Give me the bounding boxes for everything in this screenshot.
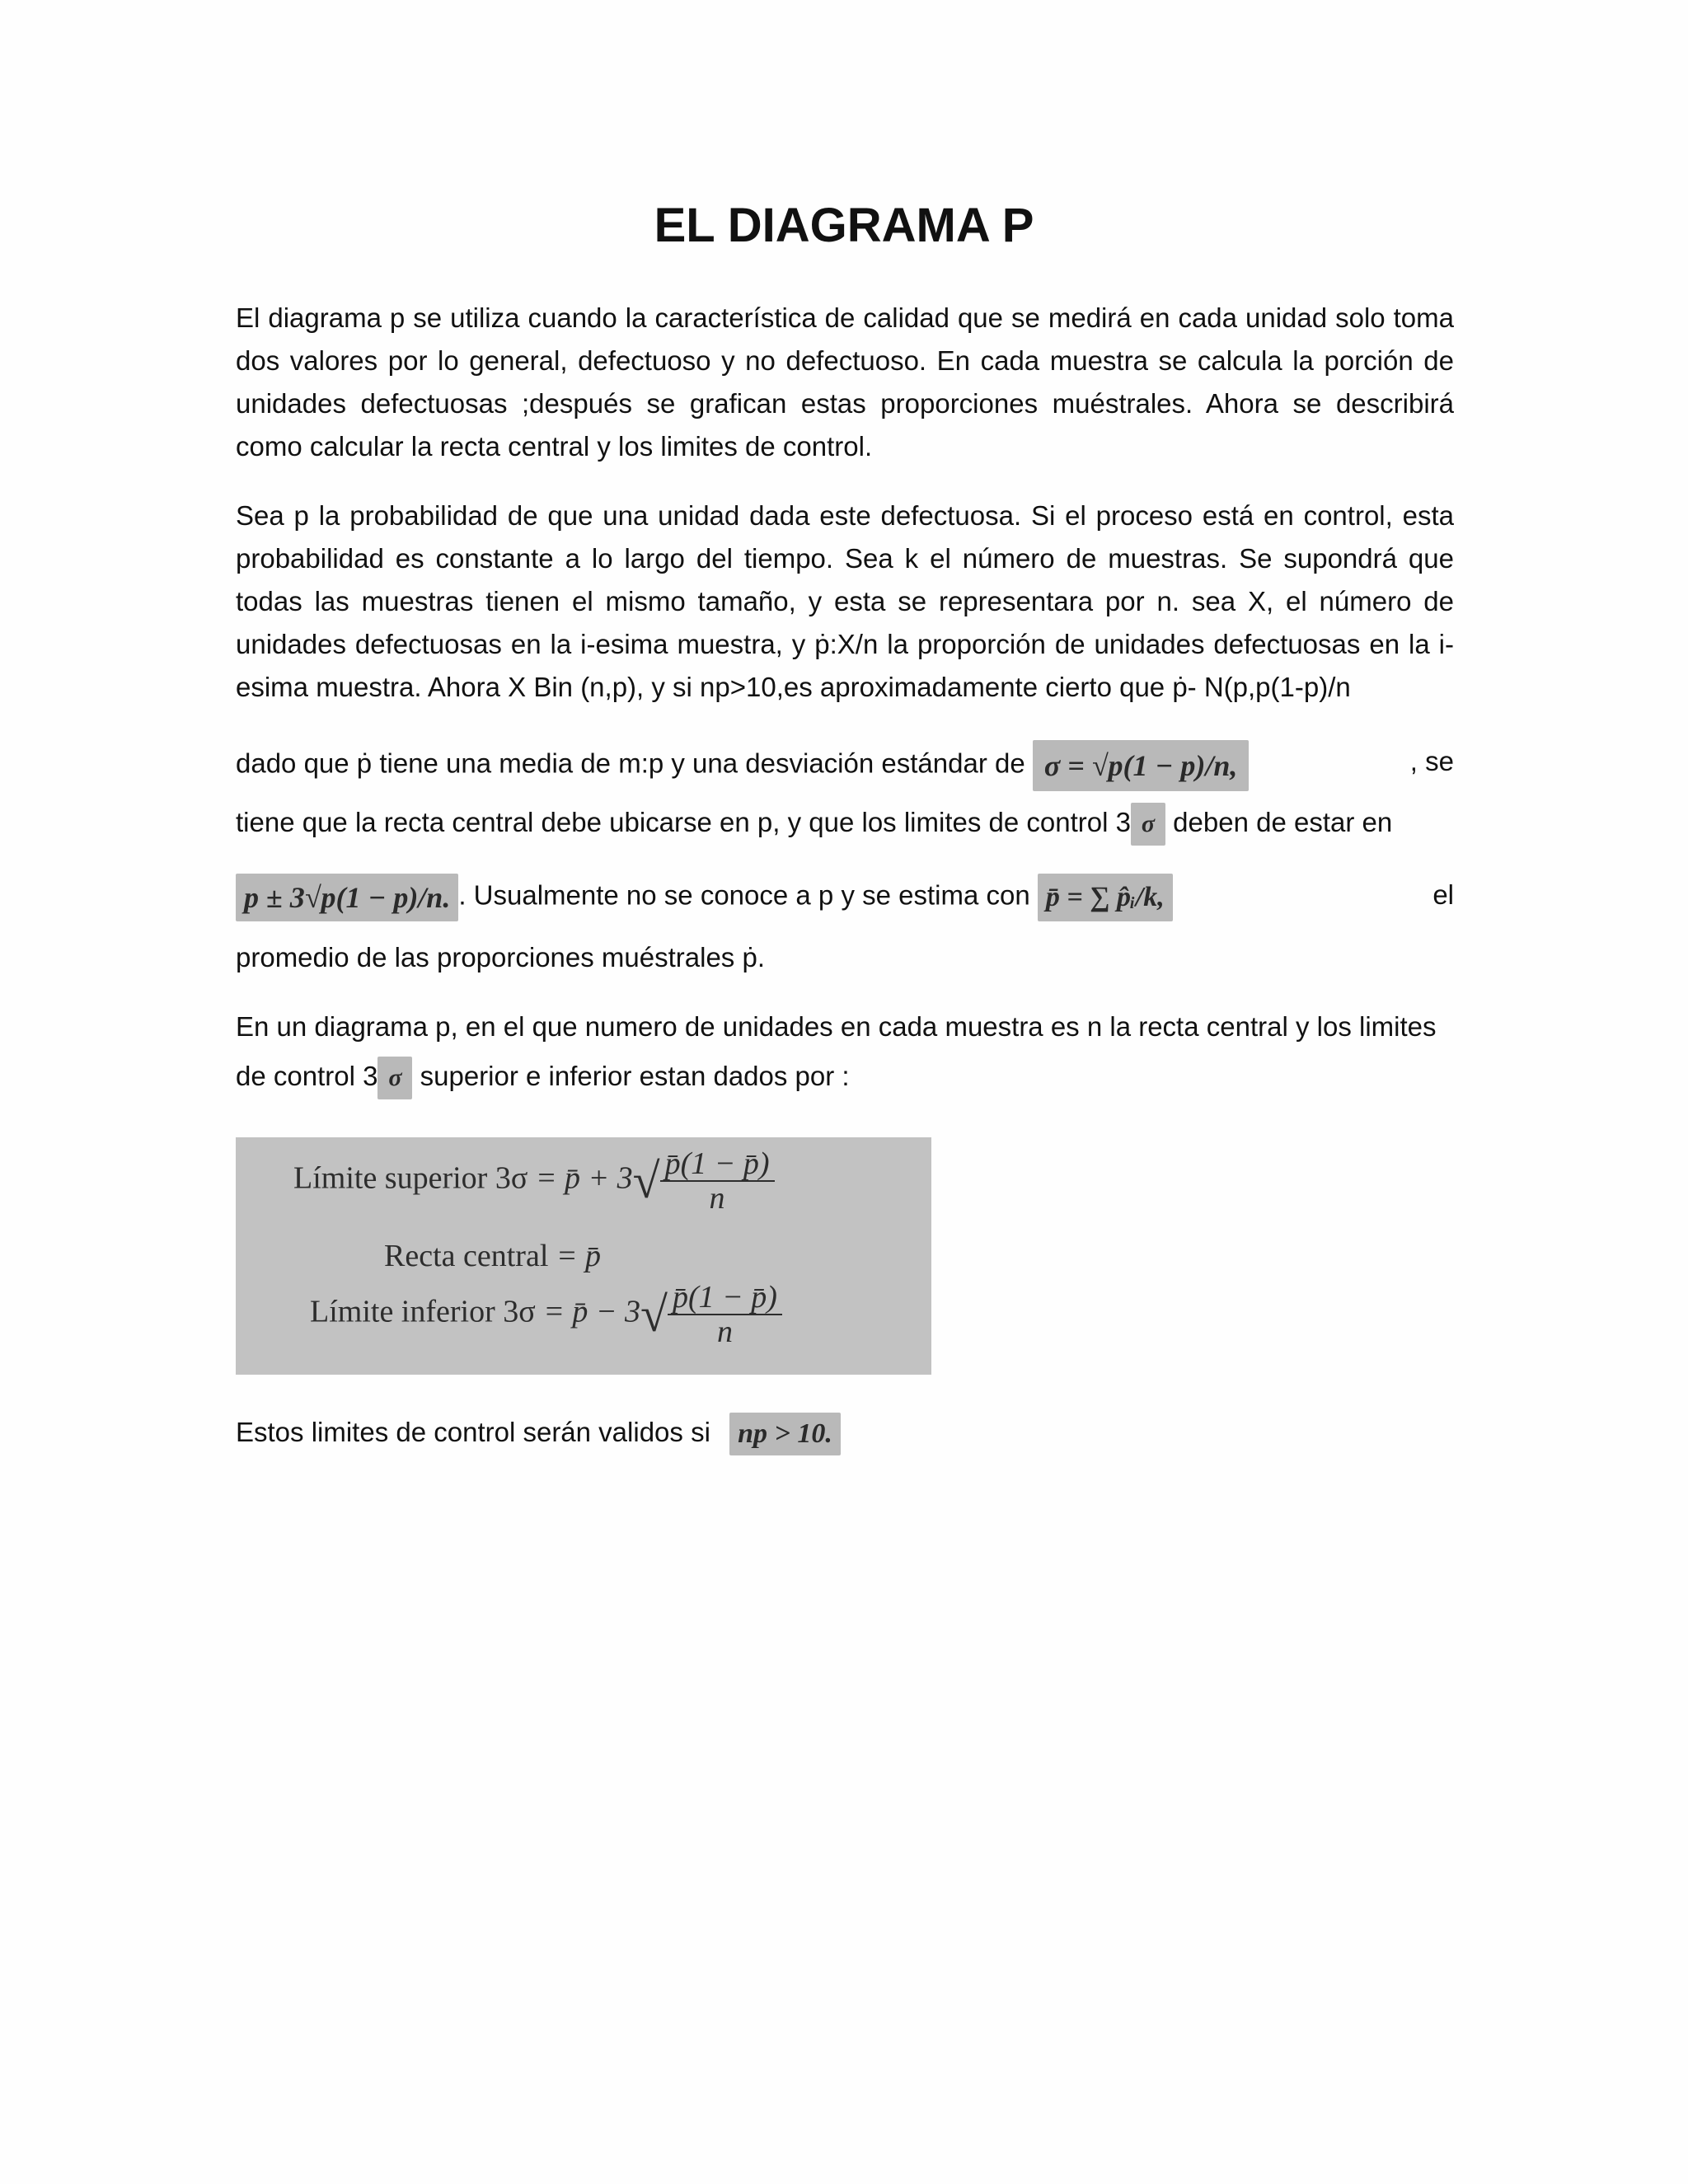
line-promedio: promedio de las proporciones muéstrales ṗ.: [236, 942, 766, 972]
formula-lower: [310, 1281, 782, 1348]
line-recta-text: tiene que la recta central debe ubicarse en p, y que los limites de control 3: [236, 807, 1131, 837]
formula-lower-fraction: [668, 1281, 782, 1348]
paragraph-intro: El diagrama p se utiliza cuando la característica de calidad que se medirá en cada unidad solo toma dos valores por lo general, defectuoso y no defectuoso. En cada muestra se calcula la porción de unidades defectuosas ;después se grafican estas proporciones muéstrales. Ahora se describirá como calcular la recta central y los limites de control.: [236, 302, 1454, 462]
control-limits-formula-image: [236, 1137, 931, 1375]
line-final-text: Estos limites de control serán validos si: [236, 1417, 710, 1447]
pbar-equation-image: p̄ = ∑ p̂ᵢ/k,: [1038, 874, 1173, 921]
formula-center: [384, 1235, 601, 1277]
line-diagrama: En un diagrama p, en el que numero de unidades en cada muestra es n la recta central y los limites: [236, 1011, 1437, 1042]
formula-upper-fraction: [660, 1147, 775, 1215]
line-limits: [236, 874, 1454, 921]
formula-lower-rhs: = p̄ − 3: [543, 1294, 641, 1329]
formula-lower-num: p̄(1 − p̄): [668, 1281, 782, 1315]
formula-lower-label: Límite inferior 3σ: [310, 1294, 536, 1329]
line-final: [236, 1411, 1454, 1455]
line-recta-central: [236, 801, 1454, 846]
limits-equation-image: p ± 3√p(1 − p)/n.: [236, 874, 458, 921]
formula-center-rhs: = p̄: [556, 1239, 602, 1273]
line-limits-end: el: [1432, 879, 1454, 910]
line-recta-end: deben de estar en: [1165, 807, 1393, 837]
sigma-symbol-image: σ: [1131, 803, 1165, 846]
line-control-text: de control 3: [236, 1061, 378, 1091]
line-sigma: [236, 740, 1454, 791]
line-control: [236, 1055, 1454, 1099]
formula-upper-den: n: [709, 1181, 725, 1216]
paragraph-probability: Sea p la probabilidad de que una unidad dada este defectuosa. Si el proceso está en control, esta probabilidad es constante a lo largo del tiempo. Sea k el número de muestras. Se supondrá que todas las muestras tienen el mismo tamaño, y esta se representara por n. sea X, el número de unidades defectuosas en la i-esima muestra, y ṗ:X/n la proporción de unidades defectuosas en la i-esima muestra. Ahora X Bin (n,p), y si np>10,es aproximadamente cierto que ṗ- N(p,p(1-p)/n: [236, 500, 1454, 702]
line-control-end: superior e inferior estan dados por :: [412, 1061, 850, 1091]
np-condition-image: np > 10.: [729, 1413, 841, 1455]
formula-upper-rhs: = p̄ + 3: [535, 1160, 633, 1196]
formula-center-label: Recta central: [384, 1239, 549, 1273]
sqrt-symbol-2: √: [640, 1287, 668, 1342]
formula-upper: [293, 1147, 775, 1215]
line-limits-text: . Usualmente no se conoce a p y se estima con: [458, 879, 1030, 911]
sigma-equation-image: σ = √p(1 − p)/n,: [1033, 740, 1250, 791]
line-sigma-end: , se: [1409, 746, 1454, 776]
sigma-symbol-image-2: σ: [377, 1057, 412, 1099]
formula-upper-num: p̄(1 − p̄): [660, 1147, 775, 1182]
formula-upper-label: Límite superior 3σ: [293, 1160, 528, 1196]
formula-lower-den: n: [716, 1315, 733, 1349]
sqrt-symbol: √: [632, 1154, 660, 1208]
document-title: EL DIAGRAMA P: [654, 199, 1034, 252]
line-sigma-text: dado que ṗ tiene una media de m:p y una desviación estándar de: [236, 748, 1025, 779]
